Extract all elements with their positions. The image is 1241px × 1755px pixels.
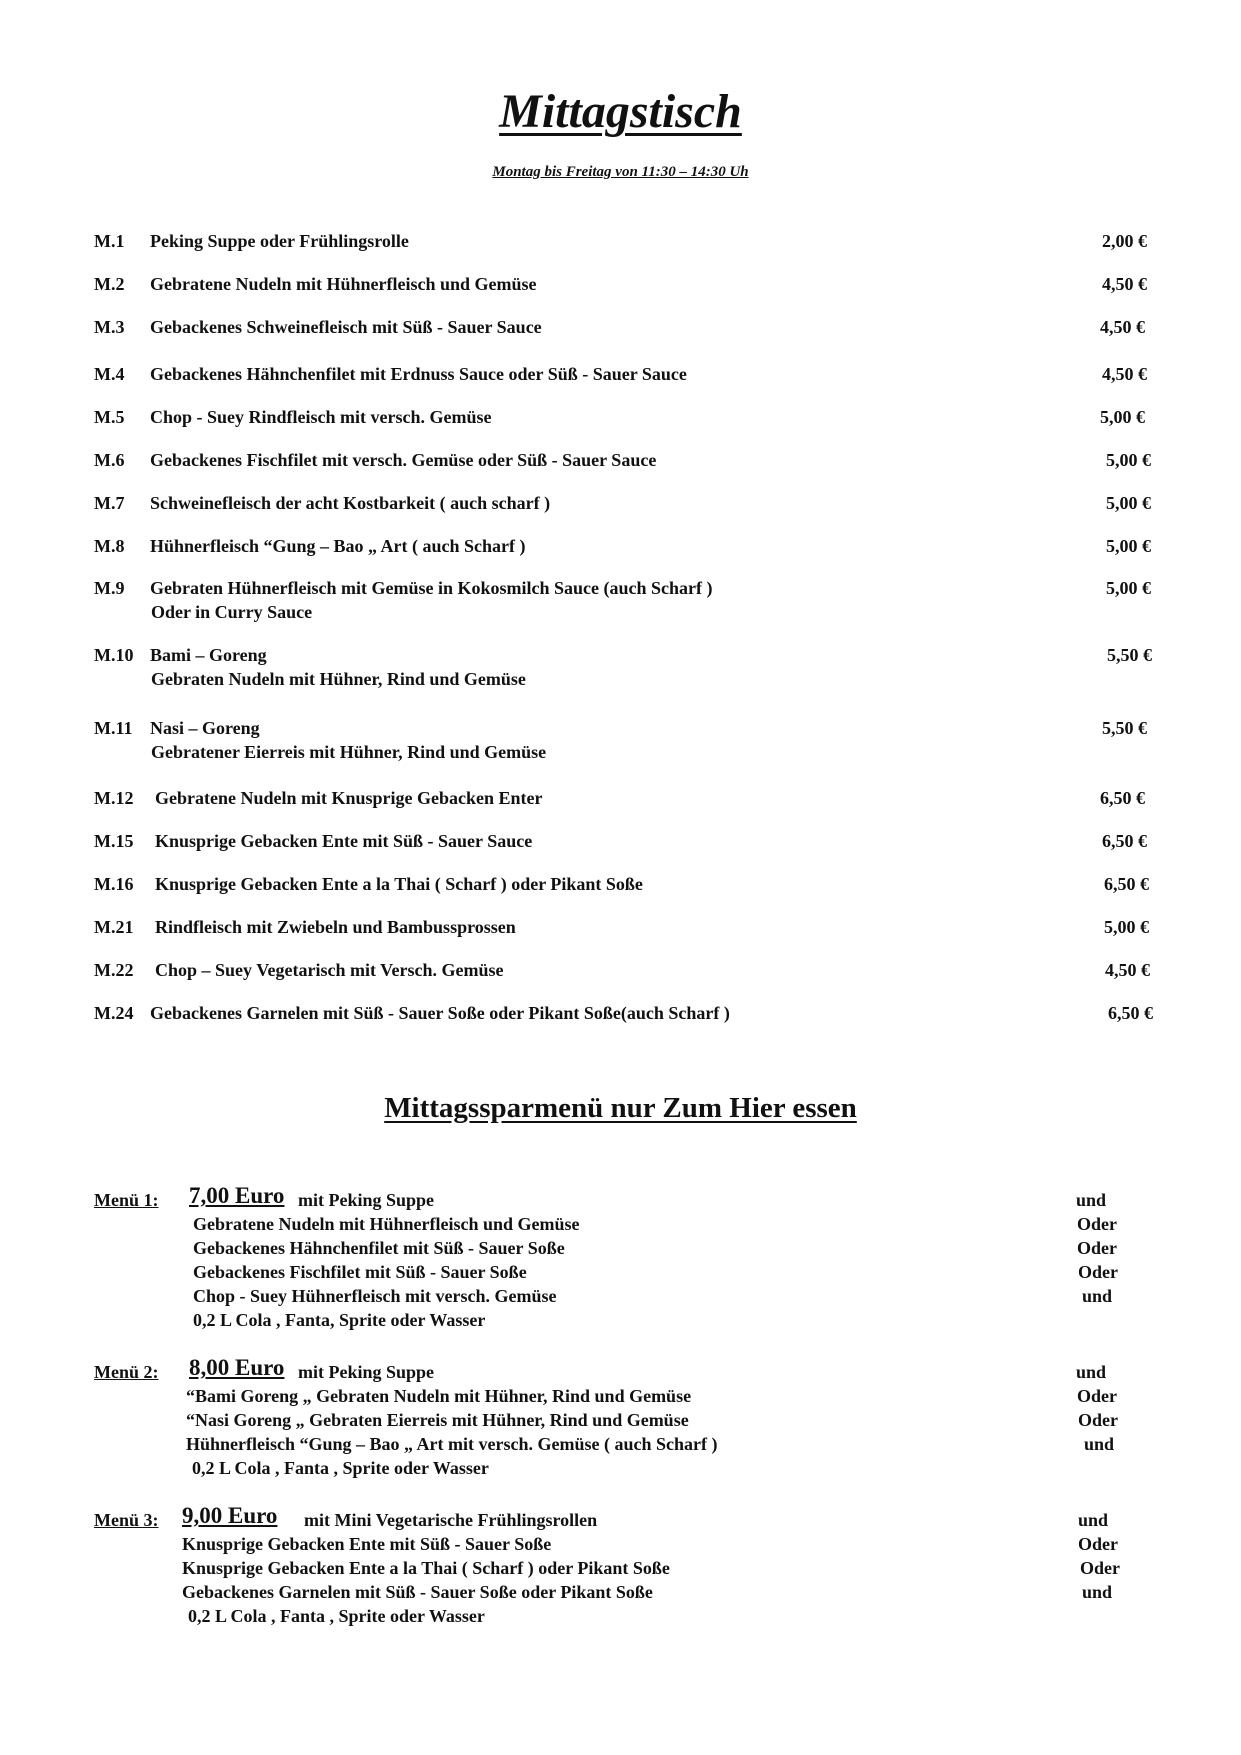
spar-menu-price: 7,00 Euro bbox=[189, 1183, 285, 1208]
spar-menu-conjunction: und bbox=[1076, 1190, 1107, 1210]
item-description: Gebratener Eierreis mit Hühner, Rind und Gemüse bbox=[151, 742, 547, 762]
spar-menu-option: Knusprige Gebacken Ente mit Süß - Sauer Soße bbox=[182, 1534, 552, 1554]
item-name: Knusprige Gebacken Ente mit Süß - Sauer Sauce bbox=[155, 831, 533, 851]
spar-menu-label: Menü 3: bbox=[94, 1510, 159, 1530]
item-price: 5,00 € bbox=[1106, 536, 1151, 556]
item-name: Bami – Goreng bbox=[150, 645, 267, 665]
spar-menu-intro: mit Mini Vegetarische Frühlingsrollen bbox=[304, 1510, 598, 1530]
item-price: 5,00 € bbox=[1104, 917, 1149, 937]
item-price: 6,50 € bbox=[1100, 788, 1145, 808]
item-name: Gebratene Nudeln mit Knusprige Gebacken Enter bbox=[155, 788, 543, 808]
item-price: 6,50 € bbox=[1108, 1003, 1153, 1023]
spar-menu-conjunction: Oder bbox=[1078, 1262, 1118, 1282]
spar-menu-conjunction: Oder bbox=[1077, 1238, 1117, 1258]
spar-menu-option: “Nasi Goreng „ Gebraten Eierreis mit Hühner, Rind und Gemüse bbox=[186, 1410, 689, 1430]
spar-menu-label: Menü 1: bbox=[94, 1190, 159, 1210]
spar-menu-option: Gebackenes Garnelen mit Süß - Sauer Soße oder Pikant Soße bbox=[182, 1582, 653, 1602]
item-name: Gebackenes Garnelen mit Süß - Sauer Soße oder Pikant Soße(auch Scharf ) bbox=[150, 1003, 730, 1023]
spar-menu-option: Gebackenes Fischfilet mit Süß - Sauer Soße bbox=[193, 1262, 527, 1282]
item-price: 2,00 € bbox=[1102, 231, 1147, 251]
spar-menu-conjunction: Oder bbox=[1077, 1214, 1117, 1234]
item-code: M.16 bbox=[94, 874, 134, 894]
item-price: 6,50 € bbox=[1104, 874, 1149, 894]
item-price: 4,50 € bbox=[1102, 274, 1147, 294]
item-name: Chop – Suey Vegetarisch mit Versch. Gemüse bbox=[155, 960, 504, 980]
item-price: 6,50 € bbox=[1102, 831, 1147, 851]
spar-menu-conjunction: Oder bbox=[1080, 1558, 1120, 1578]
item-code: M.9 bbox=[94, 578, 125, 598]
spar-menu-option: 0,2 L Cola , Fanta , Sprite oder Wasser bbox=[188, 1606, 485, 1626]
item-code: M.22 bbox=[94, 960, 134, 980]
item-name: Knusprige Gebacken Ente a la Thai ( Scharf ) oder Pikant Soße bbox=[155, 874, 643, 894]
item-price: 5,00 € bbox=[1106, 450, 1151, 470]
item-name: Gebackenes Fischfilet mit versch. Gemüse oder Süß - Sauer Sauce bbox=[150, 450, 657, 470]
spar-menu-option: Gebackenes Hähnchenfilet mit Süß - Sauer Soße bbox=[193, 1238, 565, 1258]
item-name: Hühnerfleisch “Gung – Bao „ Art ( auch Scharf ) bbox=[150, 536, 526, 556]
spar-menu-conjunction: und bbox=[1076, 1362, 1107, 1382]
item-code: M.5 bbox=[94, 407, 125, 427]
spar-menu-conjunction: und bbox=[1082, 1286, 1113, 1306]
item-code: M.12 bbox=[94, 788, 134, 808]
spar-menu-conjunction: Oder bbox=[1078, 1534, 1118, 1554]
item-price: 4,50 € bbox=[1105, 960, 1150, 980]
opening-hours: Montag bis Freitag von 11:30 – 14:30 Uh bbox=[492, 164, 749, 180]
item-price: 4,50 € bbox=[1100, 317, 1145, 337]
page-title: Mittagstisch bbox=[499, 85, 742, 138]
spar-menu-option: “Bami Goreng „ Gebraten Nudeln mit Hühner, Rind und Gemüse bbox=[186, 1386, 692, 1406]
item-code: M.7 bbox=[94, 493, 125, 513]
item-name: Chop - Suey Rindfleisch mit versch. Gemüse bbox=[150, 407, 492, 427]
item-code: M.2 bbox=[94, 274, 125, 294]
item-description: Oder in Curry Sauce bbox=[151, 602, 313, 622]
item-name: Rindfleisch mit Zwiebeln und Bambussprossen bbox=[155, 917, 516, 937]
item-price: 5,00 € bbox=[1100, 407, 1145, 427]
spar-menu-option: Hühnerfleisch “Gung – Bao „ Art mit versch. Gemüse ( auch Scharf ) bbox=[186, 1434, 718, 1454]
item-name: Schweinefleisch der acht Kostbarkeit ( auch scharf ) bbox=[150, 493, 551, 513]
item-price: 5,50 € bbox=[1107, 645, 1152, 665]
spar-menu-intro: mit Peking Suppe bbox=[298, 1362, 435, 1382]
item-price: 5,00 € bbox=[1106, 493, 1151, 513]
spar-menu-option: Chop - Suey Hühnerfleisch mit versch. Gemüse bbox=[193, 1286, 557, 1306]
spar-menu-option: Knusprige Gebacken Ente a la Thai ( Scharf ) oder Pikant Soße bbox=[182, 1558, 670, 1578]
spar-menu-conjunction: und bbox=[1084, 1434, 1115, 1454]
item-code: M.21 bbox=[94, 917, 134, 937]
item-name: Gebackenes Schweinefleisch mit Süß - Sauer Sauce bbox=[150, 317, 542, 337]
item-code: M.1 bbox=[94, 231, 125, 251]
spar-menu-option: 0,2 L Cola , Fanta , Sprite oder Wasser bbox=[192, 1458, 489, 1478]
spar-menu-conjunction: und bbox=[1078, 1510, 1109, 1530]
spar-menu-price: 9,00 Euro bbox=[182, 1503, 278, 1528]
item-price: 5,00 € bbox=[1106, 578, 1151, 598]
item-name: Nasi – Goreng bbox=[150, 718, 260, 738]
section-title-spar: Mittagssparmenü nur Zum Hier essen bbox=[384, 1092, 857, 1124]
item-name: Gebratene Nudeln mit Hühnerfleisch und Gemüse bbox=[150, 274, 537, 294]
item-price: 4,50 € bbox=[1102, 364, 1147, 384]
item-code: M.3 bbox=[94, 317, 125, 337]
item-code: M.10 bbox=[94, 645, 134, 665]
item-code: M.11 bbox=[94, 718, 133, 738]
item-price: 5,50 € bbox=[1102, 718, 1147, 738]
item-code: M.6 bbox=[94, 450, 125, 470]
spar-menu-option: Gebratene Nudeln mit Hühnerfleisch und Gemüse bbox=[193, 1214, 580, 1234]
item-code: M.15 bbox=[94, 831, 134, 851]
spar-menu-label: Menü 2: bbox=[94, 1362, 159, 1382]
item-description: Gebraten Nudeln mit Hühner, Rind und Gemüse bbox=[151, 669, 526, 689]
item-code: M.8 bbox=[94, 536, 125, 556]
spar-menu-conjunction: Oder bbox=[1078, 1410, 1118, 1430]
spar-menu-conjunction: Oder bbox=[1077, 1386, 1117, 1406]
spar-menu-conjunction: und bbox=[1082, 1582, 1113, 1602]
spar-menu-option: 0,2 L Cola , Fanta, Sprite oder Wasser bbox=[193, 1310, 486, 1330]
spar-menu-price: 8,00 Euro bbox=[189, 1355, 285, 1380]
item-code: M.4 bbox=[94, 364, 125, 384]
item-code: M.24 bbox=[94, 1003, 134, 1023]
item-name: Gebraten Hühnerfleisch mit Gemüse in Kokosmilch Sauce (auch Scharf ) bbox=[150, 578, 713, 598]
spar-menu-intro: mit Peking Suppe bbox=[298, 1190, 435, 1210]
item-name: Peking Suppe oder Frühlingsrolle bbox=[150, 231, 409, 251]
item-name: Gebackenes Hähnchenfilet mit Erdnuss Sauce oder Süß - Sauer Sauce bbox=[150, 364, 687, 384]
